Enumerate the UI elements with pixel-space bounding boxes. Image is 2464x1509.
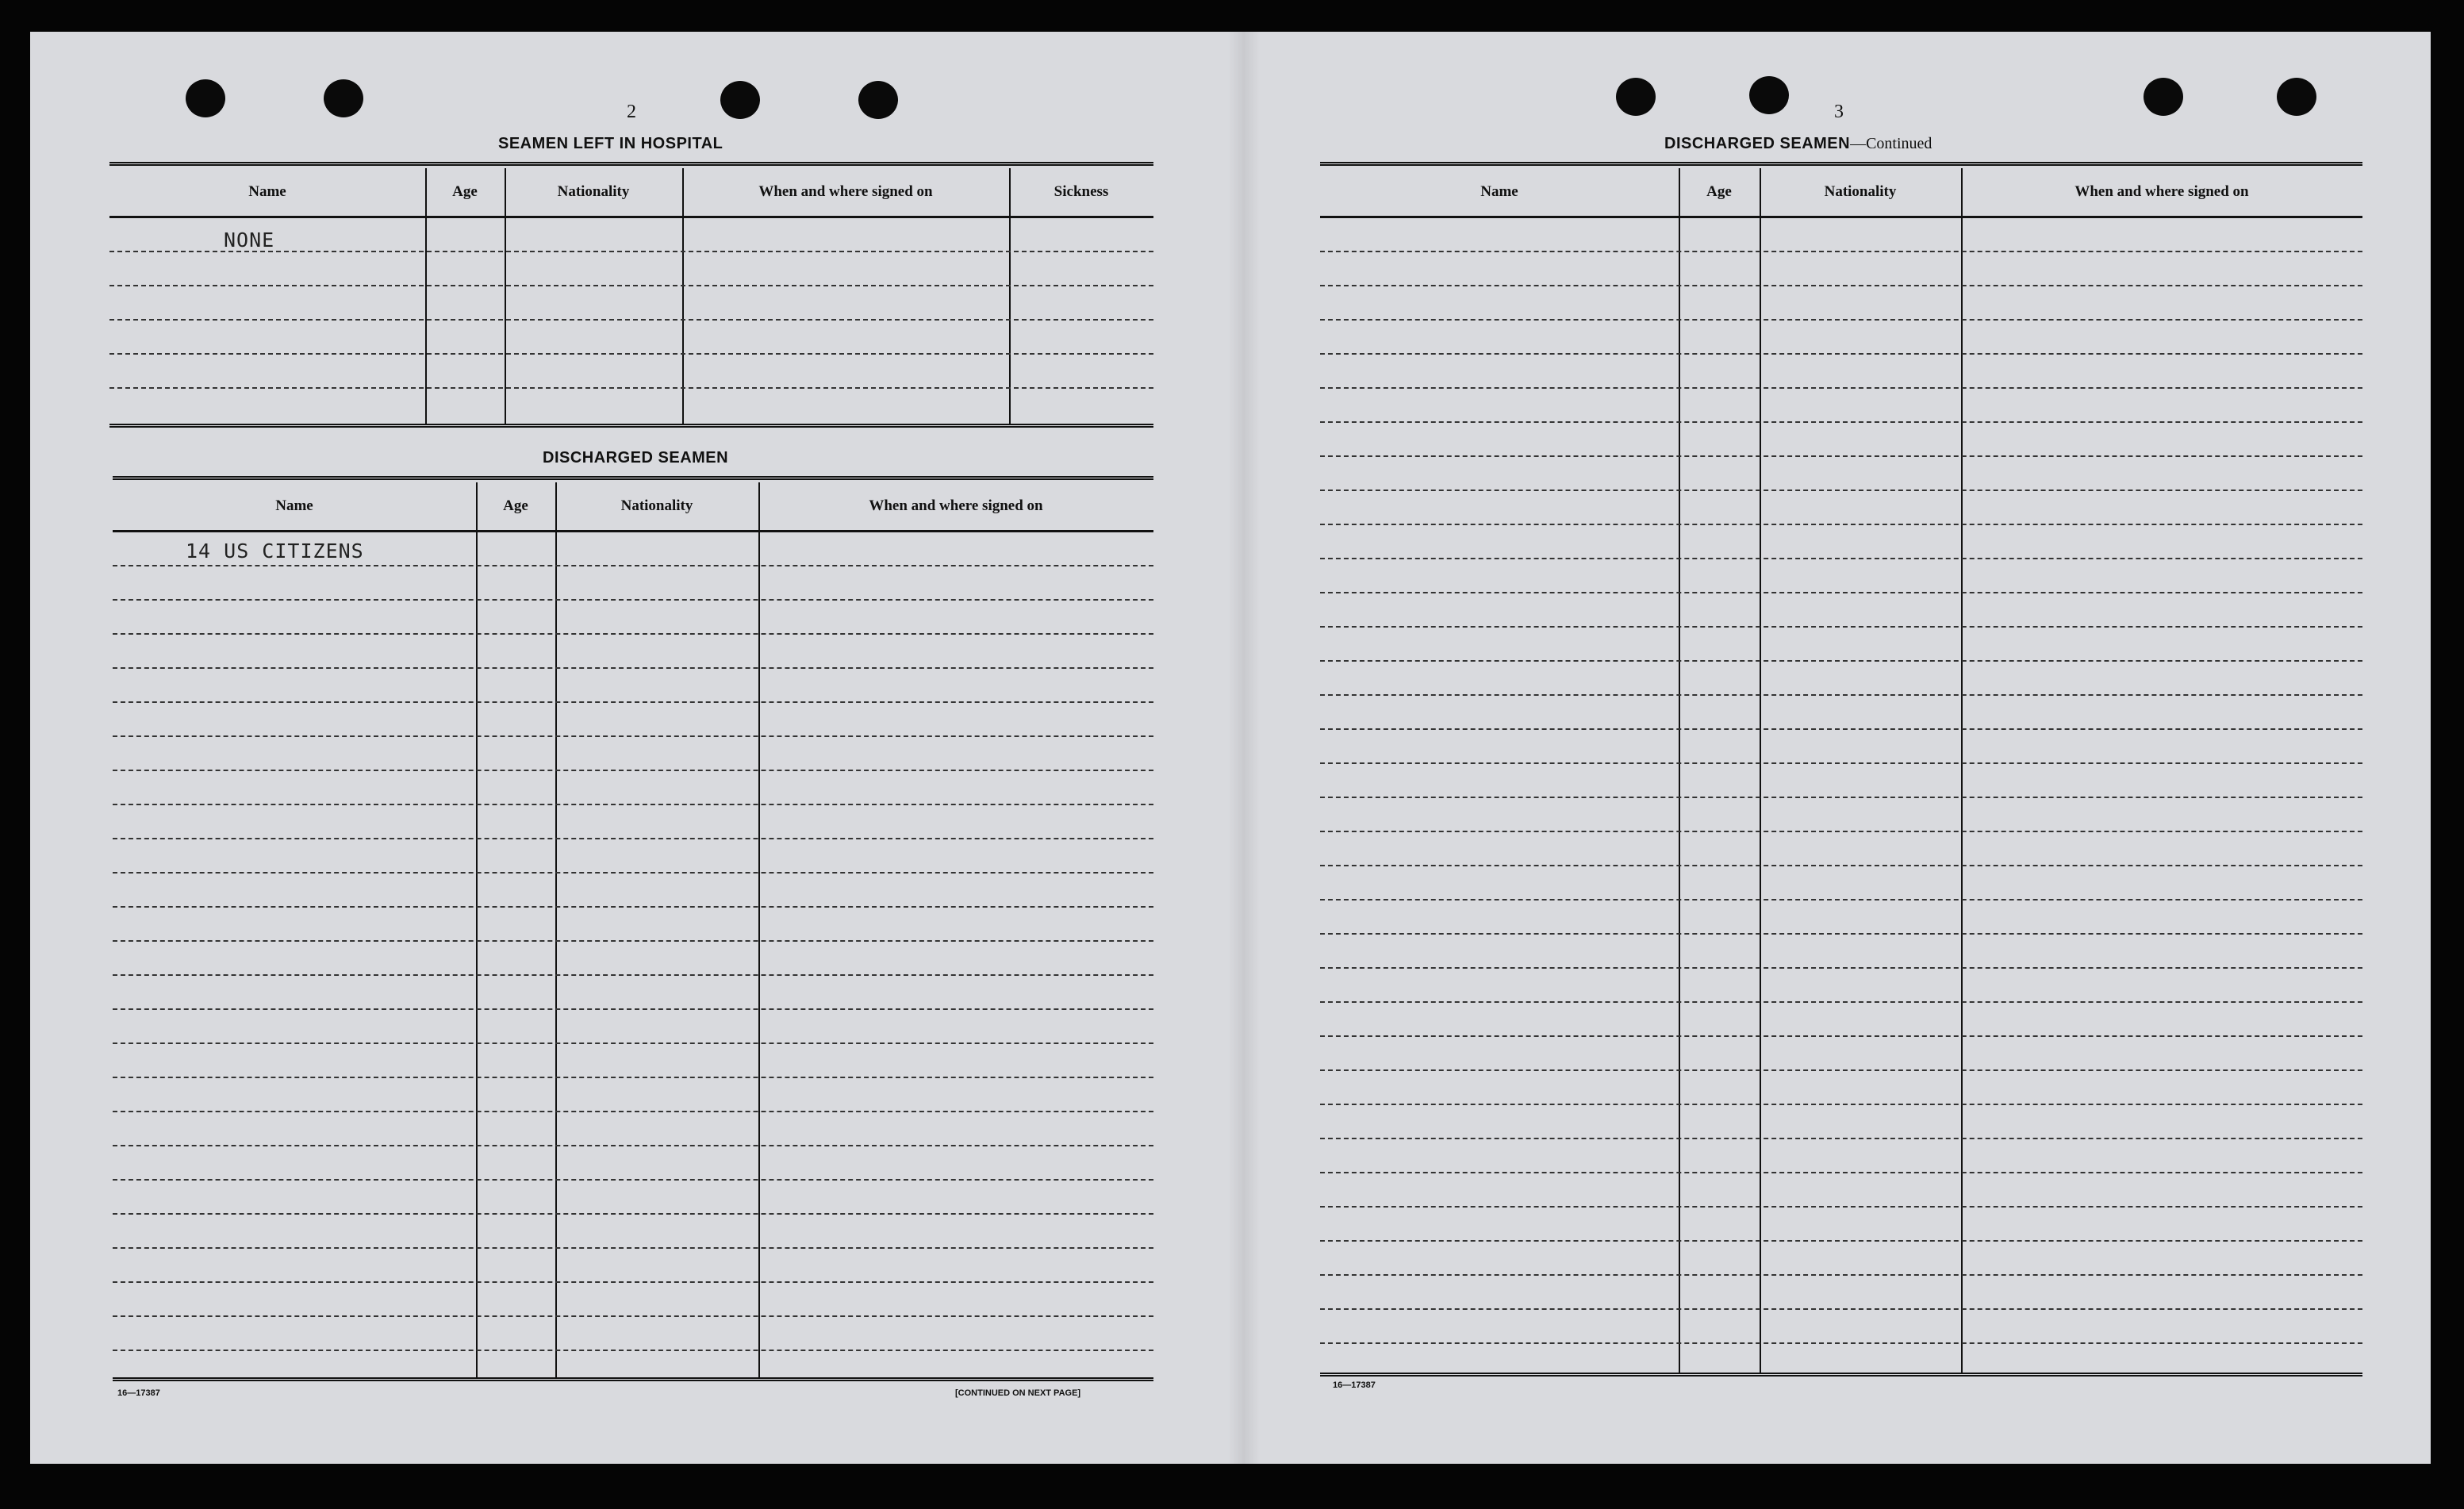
ruled-line <box>1320 387 2362 389</box>
ruled-line <box>1320 251 2362 252</box>
ruled-line <box>1320 353 2362 355</box>
ruled-line <box>1320 1069 2362 1071</box>
ruled-line <box>113 1008 1153 1010</box>
punch-hole <box>720 81 760 119</box>
punch-hole <box>2144 78 2183 116</box>
ruled-line <box>1320 1206 2362 1208</box>
punch-hole <box>2277 78 2316 116</box>
typed-entry: 14 US CITIZENS <box>186 539 364 563</box>
ruled-line <box>113 940 1153 942</box>
ruled-line <box>113 565 1153 566</box>
column-header: Nationality <box>1824 183 1897 200</box>
page-number: 2 <box>627 102 636 122</box>
ruled-line <box>113 701 1153 703</box>
ruled-line <box>113 1042 1153 1044</box>
column-header: Age <box>452 183 478 200</box>
ruled-line <box>113 1350 1153 1351</box>
column-header: Name <box>248 183 286 200</box>
column-header: Sickness <box>1054 183 1109 200</box>
continued-note: [CONTINUED ON NEXT PAGE] <box>955 1388 1081 1398</box>
ruled-line <box>1320 285 2362 286</box>
ruled-line <box>1320 592 2362 593</box>
ruled-line <box>1320 933 2362 935</box>
ruled-line <box>113 1213 1153 1215</box>
ruled-line <box>1320 1308 2362 1310</box>
ruled-line <box>1320 1138 2362 1139</box>
form-number: 16—17387 <box>1333 1380 1376 1390</box>
ruled-line <box>1320 694 2362 696</box>
hospital-table <box>109 162 1153 428</box>
column-header: Name <box>1480 183 1518 200</box>
ruled-line <box>1320 1001 2362 1003</box>
ruled-line <box>113 1077 1153 1078</box>
ruled-line <box>1320 865 2362 866</box>
ruled-line <box>113 1145 1153 1146</box>
column-header: Name <box>275 497 313 514</box>
ruled-line <box>1320 1172 2362 1173</box>
ruled-line <box>1320 558 2362 559</box>
column-header: Age <box>503 497 528 514</box>
ruled-line <box>113 1179 1153 1181</box>
punch-hole <box>858 81 898 119</box>
ruled-line <box>113 974 1153 976</box>
ruled-line <box>113 1111 1153 1112</box>
column-header: Nationality <box>557 183 630 200</box>
ruled-line <box>1320 762 2362 764</box>
form-number: 16—17387 <box>117 1388 160 1398</box>
ruled-line <box>113 667 1153 669</box>
ruled-line <box>113 599 1153 601</box>
ruled-line <box>113 1281 1153 1283</box>
discharged-table-title: DISCHARGED SEAMEN <box>543 449 729 467</box>
column-header: When and where signed on <box>2074 183 2249 200</box>
ruled-line <box>1320 728 2362 730</box>
ruled-line <box>113 1315 1153 1317</box>
ruled-line <box>1320 1104 2362 1105</box>
punch-hole <box>186 79 225 117</box>
title-main: DISCHARGED SEAMEN <box>1664 135 1851 152</box>
punch-hole <box>1749 76 1789 114</box>
column-header: When and where signed on <box>758 183 933 200</box>
ruled-line <box>113 735 1153 737</box>
ruled-line <box>1320 524 2362 525</box>
ruled-line <box>1320 899 2362 900</box>
ruled-line <box>1320 967 2362 969</box>
ruled-line <box>1320 1274 2362 1276</box>
hospital-table-title: SEAMEN LEFT IN HOSPITAL <box>498 135 723 152</box>
ruled-line <box>1320 626 2362 628</box>
ruled-line <box>1320 1342 2362 1344</box>
ruled-line <box>113 804 1153 805</box>
punch-hole <box>324 79 363 117</box>
ruled-line <box>1320 660 2362 662</box>
ruled-line <box>1320 1035 2362 1037</box>
ruled-line <box>1320 455 2362 457</box>
column-header: When and where signed on <box>869 497 1043 514</box>
ruled-line <box>113 872 1153 874</box>
column-header: Age <box>1706 183 1732 200</box>
discharged-continued-table <box>1320 162 2362 1377</box>
column-header: Nationality <box>620 497 693 514</box>
ruled-line <box>113 1247 1153 1249</box>
ruled-line <box>113 906 1153 908</box>
ruled-line <box>1320 490 2362 491</box>
typed-entry: NONE <box>224 228 275 251</box>
ruled-line <box>1320 1240 2362 1242</box>
ruled-line <box>113 838 1153 839</box>
ruled-line <box>113 633 1153 635</box>
ruled-line <box>1320 797 2362 798</box>
page-number: 3 <box>1834 102 1844 122</box>
ruled-line <box>1320 421 2362 423</box>
title-suffix: —Continued <box>1850 135 1932 152</box>
ruled-line <box>1320 319 2362 321</box>
ruled-line <box>1320 831 2362 832</box>
punch-hole <box>1616 78 1656 116</box>
page-fold <box>1228 32 1260 1464</box>
discharged-table <box>113 476 1153 1382</box>
ruled-line <box>113 770 1153 771</box>
discharged-continued-title <box>1664 135 1932 153</box>
